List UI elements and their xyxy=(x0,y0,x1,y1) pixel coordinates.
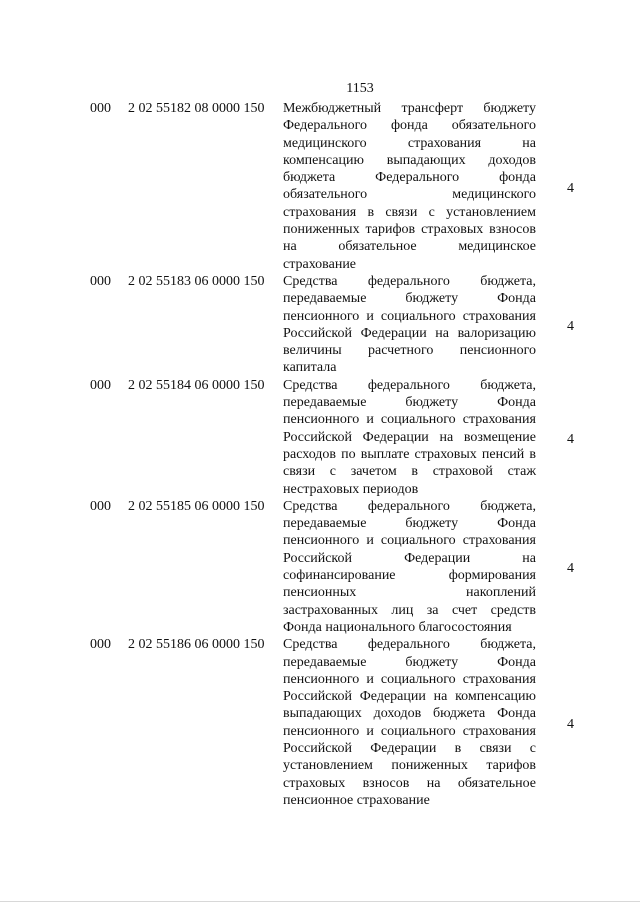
description-line: страхование xyxy=(283,256,357,272)
description-line: на обязательное медицинское xyxy=(283,239,536,255)
description-line: выпадающих доходов бюджета Фонда xyxy=(283,706,536,722)
admin-code: 000 xyxy=(90,101,111,116)
appendix-number: 4 xyxy=(567,561,574,577)
description-line: установлением пониженных тарифов xyxy=(283,758,536,774)
description-line: связи с зачетом в страховой стаж xyxy=(283,464,536,480)
budget-classification-code: 2 02 55186 06 0000 150 xyxy=(128,637,265,653)
budget-code-table xyxy=(0,100,640,809)
budget-classification-code: 2 02 55183 06 0000 150 xyxy=(128,273,265,289)
description-line: обязательного медицинского xyxy=(283,187,536,203)
description-line: пенсионного и социального страхования xyxy=(283,671,536,687)
appendix-number: 4 xyxy=(567,319,574,335)
description-line: Федерального фонда обязательного xyxy=(283,118,536,134)
description-line: пенсионного и социального страхования xyxy=(283,533,536,549)
description-line: передаваемые бюджету Фонда xyxy=(283,395,536,411)
description-line: капитала xyxy=(283,360,337,376)
description-line: Российской Федерации на валоризацию xyxy=(283,325,536,341)
budget-classification-code: 2 02 55185 06 0000 150 xyxy=(128,498,265,514)
budget-classification-code: 2 02 55184 06 0000 150 xyxy=(128,377,265,393)
description-line: Российской Федерации в связи с xyxy=(283,740,536,756)
income-description xyxy=(283,377,536,498)
description-line: бюджета Федерального фонда xyxy=(283,170,536,186)
description-line: пенсионное страхование xyxy=(283,792,430,808)
page-number-text: 1153 xyxy=(346,81,374,96)
description-line: софинансирование формирования xyxy=(283,568,536,584)
appendix-number: 4 xyxy=(567,180,574,196)
appendix-number: 4 xyxy=(567,431,574,447)
income-description xyxy=(283,636,536,809)
income-description xyxy=(283,100,536,273)
admin-code: 000 xyxy=(90,377,111,393)
description-line: пенсионного и социального страхования xyxy=(283,412,536,428)
table-row xyxy=(0,100,640,273)
income-description xyxy=(283,498,536,636)
description-line: передаваемые бюджету Фонда xyxy=(283,516,536,532)
table-row xyxy=(0,636,640,809)
description-line: передаваемые бюджету Фонда xyxy=(283,291,536,307)
table-row xyxy=(0,498,640,636)
admin-code: 000 xyxy=(90,637,111,653)
admin-code: 000 xyxy=(90,273,111,289)
description-line: Межбюджетный трансферт бюджету xyxy=(283,101,536,116)
income-description xyxy=(283,273,536,377)
budget-classification-code: 2 02 55182 08 0000 150 xyxy=(128,101,265,116)
description-line: застрахованных лиц за счет средств xyxy=(283,602,536,618)
description-line: страховых взносов на обязательное xyxy=(283,775,536,791)
description-line: страхования в связи с установлением xyxy=(283,204,536,220)
description-line: Российской Федерации на компенсацию xyxy=(283,689,536,705)
description-line: Средства федерального бюджета, xyxy=(283,377,536,393)
description-line: пониженных тарифов страховых взносов xyxy=(283,222,536,238)
description-line: Средства федерального бюджета, xyxy=(283,273,536,289)
description-line: Российской Федерации на xyxy=(283,550,536,566)
description-line: пенсионных накоплений xyxy=(283,585,536,601)
description-line: Российской Федерации на возмещение xyxy=(283,429,536,445)
description-line: расходов по выплате страховых пенсий в xyxy=(283,446,536,462)
description-line: пенсионного и социального страхования xyxy=(283,308,536,324)
table-row xyxy=(0,377,640,498)
description-line: Средства федерального бюджета, xyxy=(283,498,536,514)
table-row xyxy=(0,273,640,377)
scan-edge-divider xyxy=(0,901,640,902)
description-line: пенсионного и социального страхования xyxy=(283,723,536,739)
description-line: Средства федерального бюджета, xyxy=(283,637,536,653)
description-line: передаваемые бюджету Фонда xyxy=(283,654,536,670)
description-line: компенсацию выпадающих доходов xyxy=(283,152,536,168)
description-line: нестраховых периодов xyxy=(283,481,419,497)
appendix-number: 4 xyxy=(567,717,574,733)
description-line: Фонда национального благосостояния xyxy=(283,619,512,635)
description-line: медицинского страхования на xyxy=(283,135,536,151)
admin-code: 000 xyxy=(90,498,111,514)
description-line: величины расчетного пенсионного xyxy=(283,343,536,359)
page-number xyxy=(0,80,640,98)
